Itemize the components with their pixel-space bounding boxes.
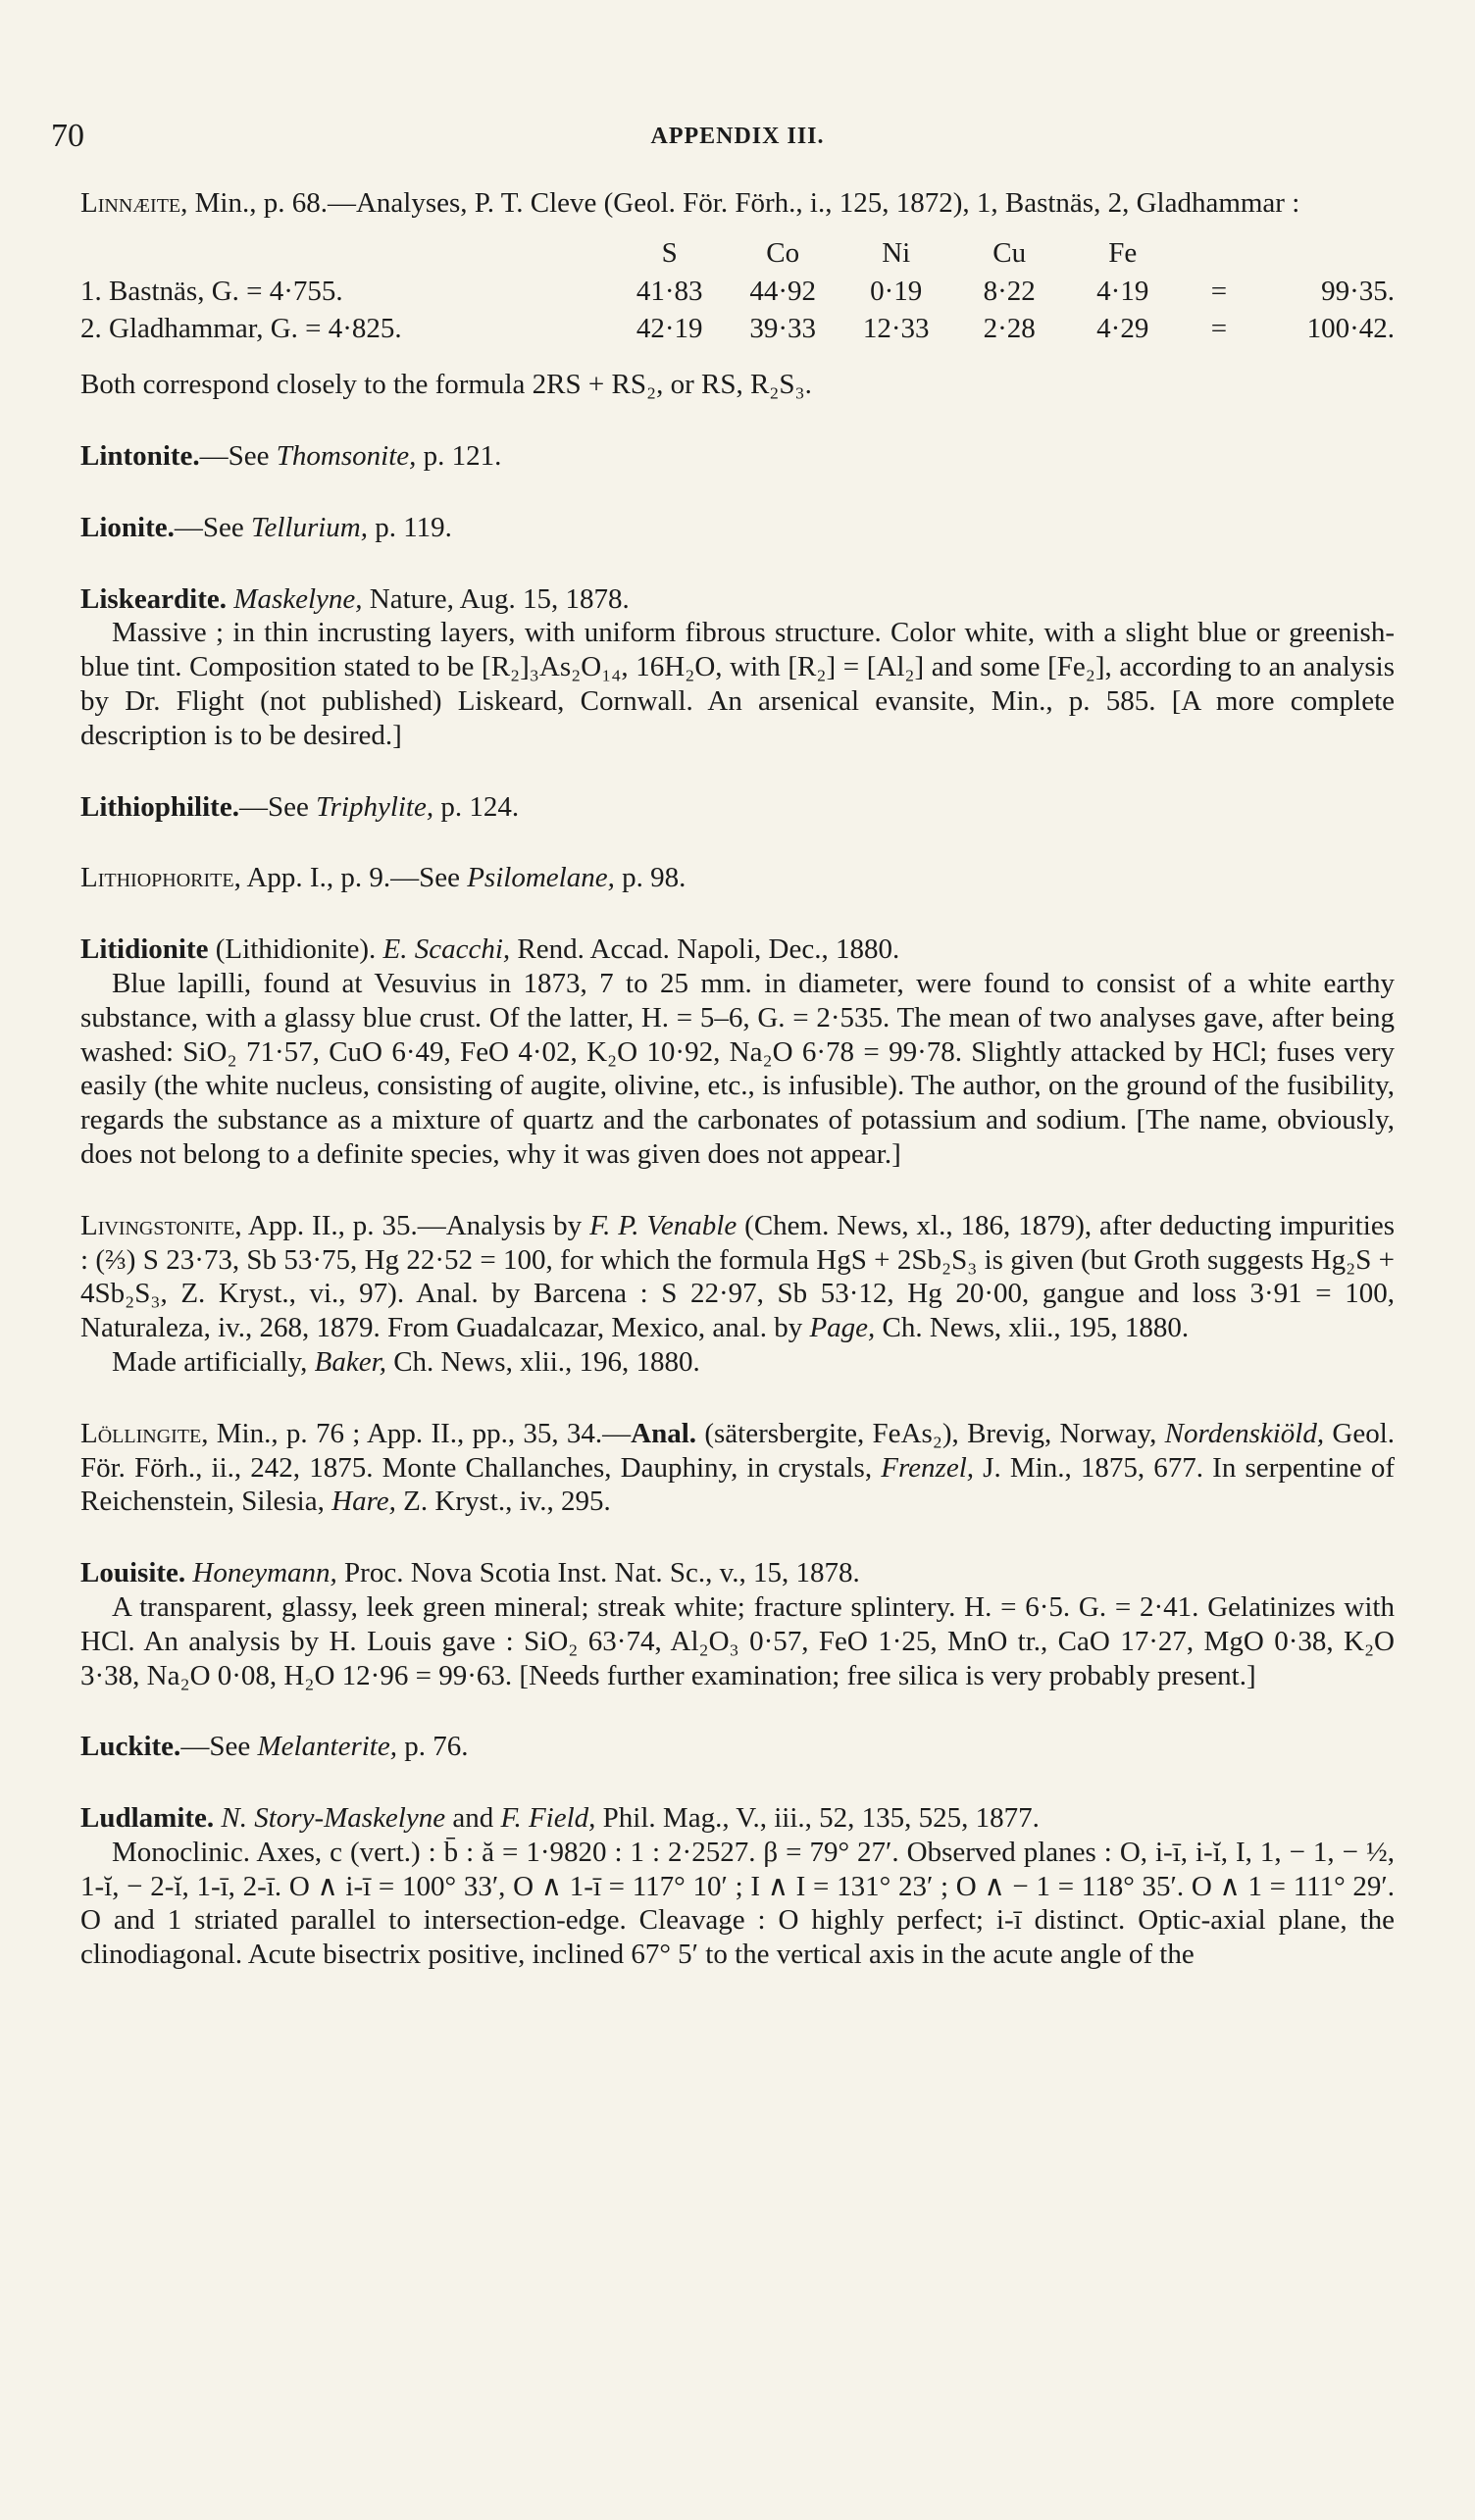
- page-body: [80, 186, 1395, 2009]
- cross-reference: Melanterite,: [257, 1731, 397, 1763]
- entry-litidionite: Litidionite (Lithidionite). E. Scacchi, Rend. Accad. Napoli, Dec., 1880. Blue lapilli, found at Vesuvius in 1873, 7 to 25 mm. in diameter, were found to consist of a white earthy substance, with a glassy blue crust. Of the latter, H. = 5–6, G. = 2·535. The mean of two analyses gave, after being washed: SiO₂ 71·57, CuO 6·49, FeO 4·02, K₂O 10·92, Na₂O 6·78 = 99·78. Slightly attacked by HCl; fuses very easily (the white nucleus, consisting of augite, olivine, etc., is infusible). The author, on the ground of the fusibility, regards the substance as a mixture of quartz and the carbonates of potassium and sodium. [The name, obviously, does not belong to a definite species, why it was given does not appear.]: [80, 933, 1395, 1170]
- formula-note: Both correspond closely to the formula 2RS + RS₂, or RS, R₂S₃.: [80, 369, 812, 401]
- cross-reference: Psilomelane,: [467, 862, 615, 894]
- entry-livingstonite: Livingstonite, App. II., p. 35.—Analysis by F. P. Venable (Chem. News, xl., 186, 1879), after deducting impurities : (⅔) S 23·73, Sb 53·75, Hg 22·52 = 100, for which the formula HgS + 2Sb₂S₃ is given (but Groth suggests Hg₂S + 4Sb₂S₃, Z. Kryst., vi., 97). Anal. by Barcena : S 22·97, Sb 53·12, Hg 20·00, gangue and loss 3·91 = 100, Naturaleza, iv., 268, 1879. From Guadalcazar, Mexico, anal. by Page, Ch. News, xlii., 195, 1880. Made artificially, Baker, Ch. News, xlii., 196, 1880.: [80, 1209, 1395, 1378]
- author: Honeymann,: [192, 1557, 337, 1589]
- table-header-row: [80, 234, 1395, 273]
- author: Maskelyne,: [233, 582, 363, 615]
- cell: 2·28: [983, 313, 1036, 345]
- author: F. Field,: [500, 1802, 596, 1835]
- entry-lintonite: Lintonite.—See Thomsonite, p. 121.: [80, 439, 502, 472]
- row-label: 2. Gladhammar, G. = 4·825.: [80, 313, 402, 345]
- entry-description: Massive ; in thin incrusting layers, with uniform fibrous structure. Color white, with a slight blue or greenish-blue tint. Composition stated to be [R₂]₃As₂O₁₄, 16H₂O, with [R₂] = [Al₂] and some [Fe₂], according to an analysis by Dr. Flight (not published) Liskeard, Cornwall. An arsenical evansite, Min., p. 585. [A more complete description is to be desired.]: [80, 617, 1395, 751]
- cell: 8·22: [983, 275, 1036, 307]
- author: Page,: [809, 1312, 876, 1344]
- entry-title: Lintonite.: [80, 439, 200, 472]
- entry-louisite: Louisite. Honeymann, Proc. Nova Scotia Inst. Nat. Sc., v., 15, 1878. A transparent, glassy, leek green mineral; streak white; fracture splintery. H. = 6·5. G. = 2·41. Gelatinizes with HCl. An analysis by H. Louis gave : SiO₂ 63·74, Al₂O₃ 0·57, FeO 1·25, MnO tr., CaO 17·27, MgO 0·38, K₂O 3·38, Na₂O 0·08, H₂O 12·96 = 99·63. [Needs further examination; free silica is very probably present.]: [80, 1557, 1395, 1691]
- cross-reference: Tellurium,: [251, 511, 368, 543]
- author: Hare,: [331, 1486, 396, 1518]
- running-head: APPENDIX III.: [650, 124, 825, 149]
- col-header: Cu: [992, 236, 1027, 269]
- entry-description: Monoclinic. Axes, c (vert.) : b̄ : ă = 1·9820 : 1 : 2·2527. β = 79° 27′. Observed planes : O, i-ī, i-ĭ, I, 1, − 1, − ½, 1-ĭ, − 2-ĭ, 1-ī, 2-ī. O ∧ i-ī = 100° 33′, O ∧ 1-ī = 117° 10′ ; I ∧ I = 131° 23′ ; O ∧ − 1 = 118° 35′. O ∧ 1 = 111° 29′. O and 1 striated parallel to intersection-edge. Cleavage : O highly perfect; i-ī distinct. Optic-axial plane, the clinodiagonal. Acute bisectrix positive, inclined 67° 5′ to the vertical axis in the acute angle of the: [80, 1836, 1395, 1971]
- entry-title: Lithiophorite,: [80, 862, 241, 894]
- cell: 12·33: [862, 313, 930, 345]
- entry-liskeardite: Liskeardite. Maskelyne, Nature, Aug. 15, 1878. Massive ; in thin incrusting layers, with uniform fibrous structure. Color white, with a slight blue or greenish-blue tint. Composition stated to be [R₂]₃As₂O₁₄, 16H₂O, with [R₂] = [Al₂] and some [Fe₂], according to an analysis by Dr. Flight (not published) Liskeard, Cornwall. An arsenical evansite, Min., p. 585. [A more complete description is to be desired.]: [80, 582, 1395, 751]
- cell: 0·19: [870, 275, 923, 307]
- entry-lithiophorite: Lithiophorite, App. I., p. 9.—See Psilomelane, p. 98.: [80, 862, 687, 894]
- col-header: Fe: [1108, 236, 1138, 269]
- entry-lollingite: Löllingite, Min., p. 76 ; App. II., pp., 35, 34.—Anal. (sätersbergite, FeAs₂), Brevig, Norway, Nordenskiöld, Geol. För. Förh., ii., 242, 1875. Monte Challanches, Dauphiny, in crystals, Frenzel, J. Min., 1875, 677. In serpentine of Reichenstein, Silesia, Hare, Z. Kryst., iv., 295.: [80, 1417, 1396, 1518]
- row-label: 1. Bastnäs, G. = 4·755.: [80, 275, 343, 307]
- equals-sign: =: [1210, 275, 1228, 307]
- entry-title: Louisite.: [80, 1557, 186, 1589]
- author: F. P. Venable: [589, 1209, 738, 1241]
- page-header: [51, 118, 1424, 157]
- entry-title: Löllingite,: [80, 1417, 209, 1449]
- entry-luckite: Luckite.—See Melanterite, p. 76.: [80, 1731, 469, 1763]
- cross-reference: Thomsonite,: [276, 439, 417, 472]
- cross-reference: Triphylite,: [316, 790, 434, 823]
- cell: 42·19: [636, 313, 703, 345]
- col-header: Ni: [882, 236, 911, 269]
- author: N. Story-Maskelyne: [221, 1802, 446, 1835]
- cell: 4·29: [1096, 313, 1149, 345]
- cell: 41·83: [636, 275, 703, 307]
- entry-lionite: Lionite.—See Tellurium, p. 119.: [80, 511, 452, 543]
- table-row: [80, 310, 1395, 348]
- analysis-table: [80, 234, 1395, 348]
- entry-text: Min., p. 68.—Analyses, P. T. Cleve (Geol. För. Förh., i., 125, 1872), 1, Bastnäs, 2, Gladhammar :: [187, 187, 1300, 219]
- entry-lithiophilite: Lithiophilite.—See Triphylite, p. 124.: [80, 790, 520, 823]
- equals-sign: =: [1210, 313, 1228, 345]
- entry-title: Litidionite: [80, 933, 209, 966]
- author: Nordenskiöld,: [1164, 1417, 1325, 1449]
- entry-linnaeite: [80, 186, 1395, 402]
- entry-title: Livingstonite,: [80, 1209, 242, 1241]
- col-header: Co: [766, 236, 800, 269]
- col-header: S: [661, 236, 678, 269]
- cell: 44·92: [749, 275, 817, 307]
- author: E. Scacchi,: [382, 933, 511, 966]
- table-row: [80, 273, 1395, 311]
- entry-title: Linnæite,: [80, 187, 188, 219]
- entry-title: Liskeardite.: [80, 582, 228, 615]
- entry-ludlamite: Ludlamite. N. Story-Maskelyne and F. Field, Phil. Mag., V., iii., 52, 135, 525, 1877. Monoclinic. Axes, c (vert.) : b̄ : ă = 1·9820 : 1 : 2·2527. β = 79° 27′. Observed planes : O, i-ī, i-ĭ, I, 1, − 1, − ½, 1-ĭ, − 2-ĭ, 1-ī, 2-ī. O ∧ i-ī = 100° 33′, O ∧ 1-ī = 117° 10′ ; I ∧ I = 131° 23′ ; O ∧ − 1 = 118° 35′. O ∧ 1 = 111° 29′. O and 1 striated parallel to intersection-edge. Cleavage : O highly perfect; i-ī distinct. Optic-axial plane, the clinodiagonal. Acute bisectrix positive, inclined 67° 5′ to the vertical axis in the acute angle of the: [80, 1802, 1395, 1971]
- page-number: 70: [51, 118, 84, 154]
- author: Baker,: [314, 1345, 386, 1378]
- entry-title: Lionite.: [80, 511, 175, 543]
- entry-description: A transparent, glassy, leek green mineral; streak white; fracture splintery. H. = 6·5. G. = 2·41. Gelatinizes with HCl. An analysis by H. Louis gave : SiO₂ 63·74, Al₂O₃ 0·57, FeO 1·25, MnO tr., CaO 17·27, MgO 0·38, K₂O 3·38, Na₂O 0·08, H₂O 12·96 = 99·63. [Needs further examination; free silica is very probably present.]: [80, 1590, 1395, 1691]
- entry-title: Luckite.: [80, 1731, 181, 1763]
- author: Frenzel,: [881, 1451, 975, 1484]
- cell: 4·19: [1096, 275, 1149, 307]
- entry-title: Ludlamite.: [80, 1802, 215, 1835]
- entry-description: Blue lapilli, found at Vesuvius in 1873, 7 to 25 mm. in diameter, were found to consist of a white earthy substance, with a glassy blue crust. Of the latter, H. = 5–6, G. = 2·535. The mean of two analyses gave, after being washed: SiO₂ 71·57, CuO 6·49, FeO 4·02, K₂O 10·92, Na₂O 6·78 = 99·78. Slightly attacked by HCl; fuses very easily (the white nucleus, consisting of augite, olivine, etc., is infusible). The author, on the ground of the fusibility, regards the substance as a mixture of quartz and the carbonates of potassium and sodium. [The name, obviously, does not belong to a definite species, why it was given does not appear.]: [80, 967, 1395, 1170]
- row-total: 100·42.: [1306, 313, 1395, 345]
- entry-title: Lithiophilite.: [80, 790, 239, 823]
- row-total: 99·35.: [1321, 275, 1395, 307]
- cell: 39·33: [749, 313, 817, 345]
